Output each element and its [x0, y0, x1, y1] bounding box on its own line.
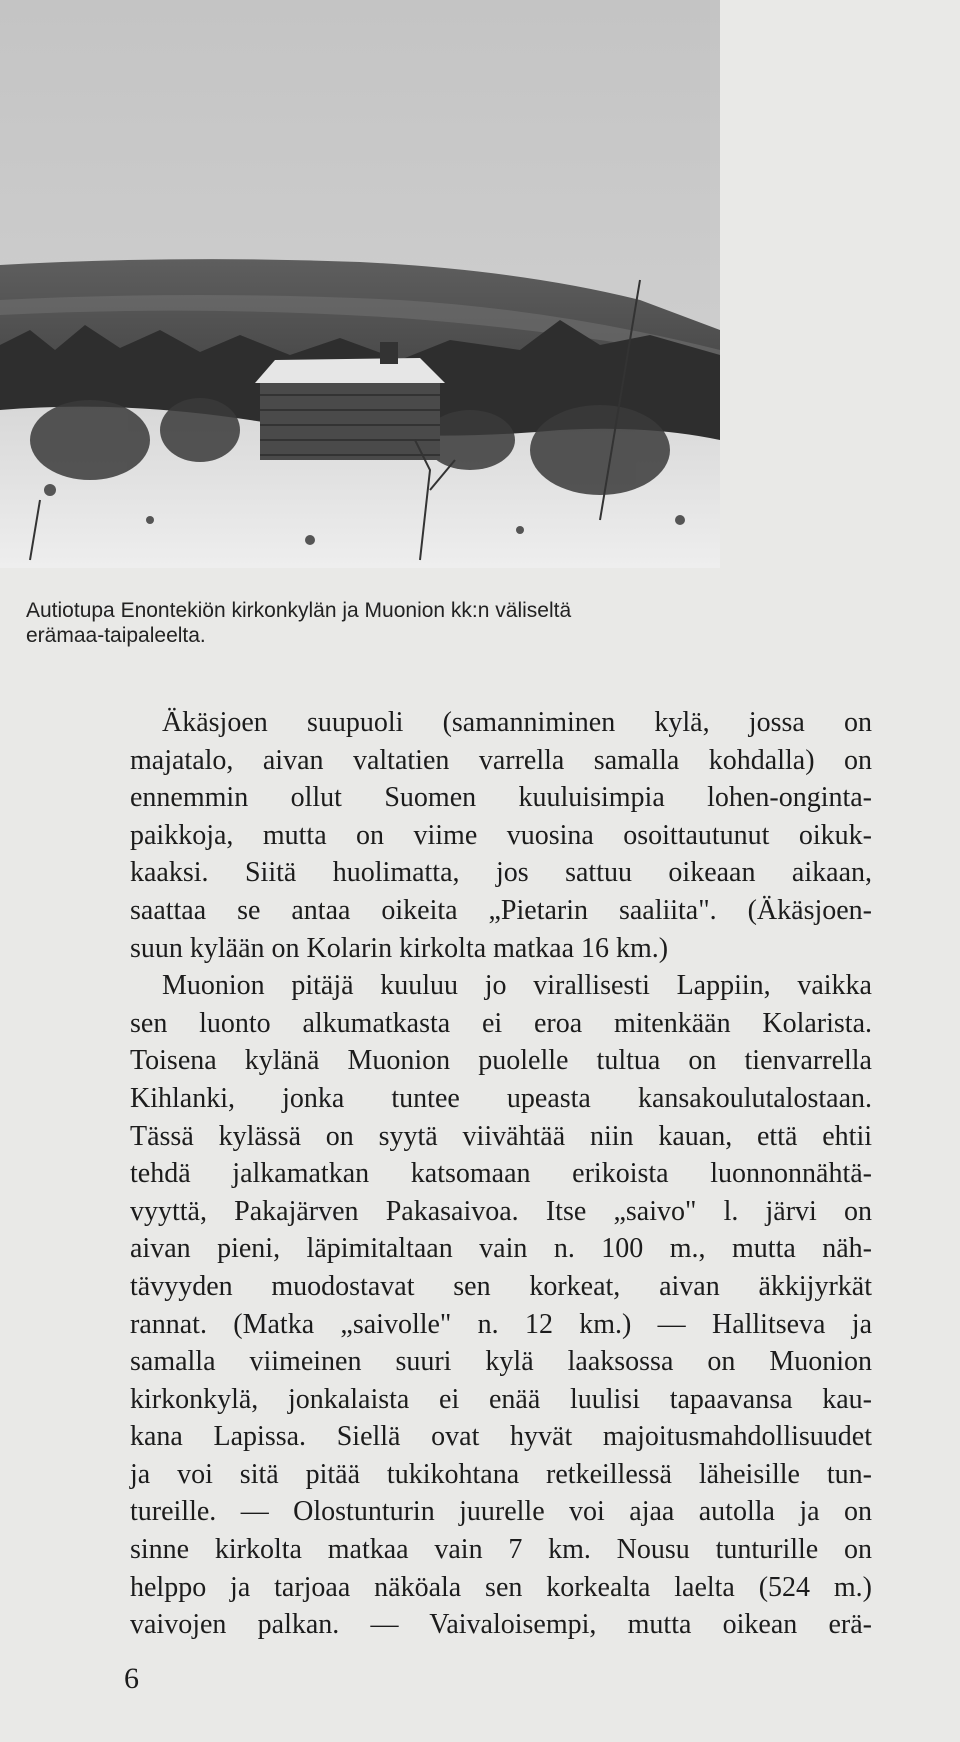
text-line: paikkoja, mutta on viime vuosina osoittautunut oikuk-	[130, 819, 872, 851]
article-text	[130, 704, 872, 1644]
text-line: kirkonkylä, jonkalaista ei enää luulisi tapaavansa kau-	[130, 1383, 872, 1415]
text-line: tehdä jalkamatkan katsomaan erikoista luonnonnähtä-	[130, 1158, 872, 1190]
text-line: ja voi sitä pitää tukikohtana retkeillessä läheisille tun-	[130, 1458, 872, 1490]
text-line: helppo ja tarjoaa näköala sen korkealta laelta (524 m.)	[130, 1571, 872, 1603]
hut-photo-illustration	[0, 0, 720, 568]
text-line: majatalo, aivan valtatien varrella samalla kohdalla) on	[130, 744, 872, 776]
text-line: tureille. — Olostunturin juurelle voi ajaa autolla ja on	[130, 1496, 872, 1528]
text-line: vaivojen palkan. — Vaivaloisempi, mutta oikean erä-	[130, 1609, 872, 1641]
text-line: Äkäsjoen suupuoli (samanniminen kylä, jossa on	[162, 707, 872, 738]
text-line: kana Lapissa. Siellä ovat hyvät majoitusmahdollisuudet	[130, 1421, 872, 1453]
text-line: kaaksi. Siitä huolimatta, jos sattuu oikeaan aikaan,	[130, 857, 872, 889]
caption-line: erämaa-taipaleelta.	[26, 624, 206, 647]
text-line: rannat. (Matka „saivolle" n. 12 km.) — Hallitseva ja	[130, 1308, 872, 1340]
text-line: aivan pieni, läpimitaltaan vain n. 100 m., mutta näh-	[130, 1233, 872, 1265]
text-line: tävyyden muodostavat sen korkeat, aivan äkkijyrkät	[130, 1270, 872, 1302]
caption-line: Autiotupa Enontekiön kirkonkylän ja Muonion kk:n väliseltä	[26, 599, 572, 622]
text-line: ennemmin ollut Suomen kuuluisimpia lohen-onginta-	[130, 782, 872, 814]
text-line: Toisena kylänä Muonion puolelle tultua on tienvarrella	[130, 1045, 872, 1077]
text-line: vyyttä, Pakajärven Pakasaivoa. Itse „saivo" l. järvi on	[130, 1195, 872, 1227]
text-line: Tässä kylässä on syytä viivähtää niin kauan, että ehtii	[130, 1120, 872, 1152]
photo-caption	[26, 598, 746, 648]
text-line: saattaa se antaa oikeita „Pietarin saaliita". (Äkäsjoen-	[130, 894, 872, 926]
text-line: Muonion pitäjä kuuluu jo virallisesti Lappiin, vaikka	[162, 970, 872, 1002]
photograph-wilderness-hut	[0, 0, 720, 568]
page-number: 6	[124, 1662, 139, 1695]
text-line: sinne kirkolta matkaa vain 7 km. Nousu tunturille on	[130, 1534, 872, 1566]
text-line: samalla viimeinen suuri kylä laaksossa on Muonion	[130, 1346, 872, 1378]
text-line: sen luonto alkumatkasta ei eroa mitenkään Kolarista.	[130, 1007, 872, 1039]
text-line: Kihlanki, jonka tuntee upeasta kansakoulutalostaan.	[130, 1082, 872, 1114]
text-line: suun kylään on Kolarin kirkolta matkaa 16 km.)	[130, 932, 669, 964]
